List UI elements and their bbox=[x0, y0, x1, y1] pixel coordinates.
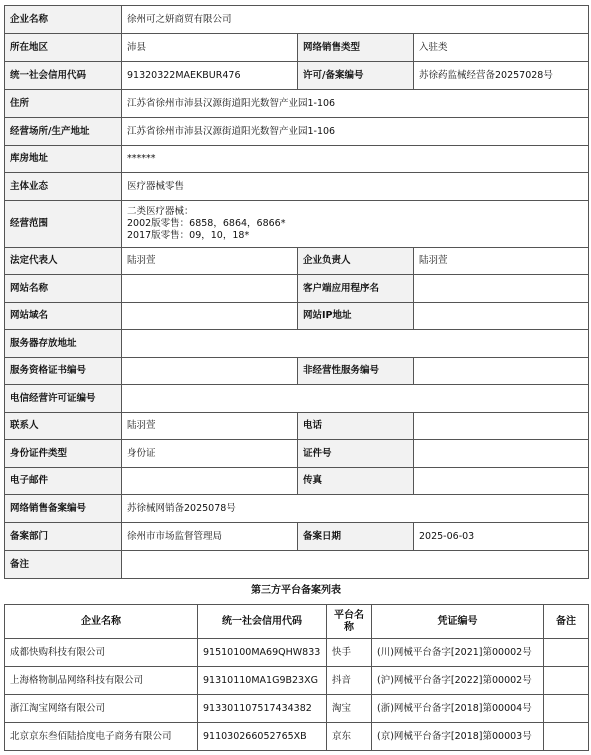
value-noncommercial bbox=[414, 358, 589, 385]
header-credit-code: 统一社会信用代码 bbox=[198, 605, 327, 639]
header-platform bbox=[327, 605, 372, 639]
value-principal: 陆羽萱 bbox=[414, 248, 589, 275]
row-email bbox=[5, 468, 589, 495]
cell-remarks bbox=[544, 667, 589, 695]
cell-credit-code: 911030266052765XB bbox=[198, 723, 327, 751]
value-region: 沛县 bbox=[122, 34, 298, 62]
cell-cert-no: (川)网械平台备字[2021]第00002号 bbox=[372, 639, 544, 667]
label-legal-rep: 法定代表人 bbox=[5, 248, 122, 275]
company-info-table bbox=[4, 5, 589, 579]
row-server bbox=[5, 330, 589, 358]
table-row bbox=[5, 667, 589, 695]
label-warehouse: 库房地址 bbox=[5, 146, 122, 173]
value-id-type: 身份证 bbox=[122, 440, 298, 468]
label-site-name: 网站名称 bbox=[5, 275, 122, 303]
cell-remarks bbox=[544, 723, 589, 751]
label-filing-dept: 备案部门 bbox=[5, 523, 122, 551]
value-server bbox=[122, 330, 589, 358]
header-platform-line: 称 bbox=[344, 621, 354, 633]
label-fax: 传真 bbox=[298, 468, 414, 495]
cell-remarks bbox=[544, 695, 589, 723]
value-legal-rep: 陆羽萱 bbox=[122, 248, 298, 275]
cell-platform: 抖音 bbox=[327, 667, 372, 695]
third-party-table bbox=[4, 604, 589, 751]
label-noncommercial: 非经营性服务编号 bbox=[298, 358, 414, 385]
cell-remarks bbox=[544, 639, 589, 667]
value-license-no: 苏徐药监械经营备20257028号 bbox=[414, 62, 589, 90]
value-phone bbox=[414, 413, 589, 440]
row-contact bbox=[5, 413, 589, 440]
table-row bbox=[5, 723, 589, 751]
scope-line: 2002版零售：6858，6864，6866* bbox=[127, 218, 286, 229]
cell-cert-no: (浙)网械平台备字[2018]第00004号 bbox=[372, 695, 544, 723]
label-business-place: 经营场所/生产地址 bbox=[5, 118, 122, 146]
cell-cert-no: (沪)网械平台备字[2022]第00002号 bbox=[372, 667, 544, 695]
value-credit-code: 91320322MAEKBUR476 bbox=[122, 62, 298, 90]
cell-platform: 快手 bbox=[327, 639, 372, 667]
value-service-cert bbox=[122, 358, 298, 385]
cell-company: 上海格物制品网络科技有限公司 bbox=[5, 667, 198, 695]
row-warehouse bbox=[5, 146, 589, 173]
value-residence: 江苏省徐州市沛县汉源街道阳光数智产业园1-106 bbox=[122, 90, 589, 118]
value-fax bbox=[414, 468, 589, 495]
label-email: 电子邮件 bbox=[5, 468, 122, 495]
label-credit-code: 统一社会信用代码 bbox=[5, 62, 122, 90]
row-scope bbox=[5, 201, 589, 248]
label-contact: 联系人 bbox=[5, 413, 122, 440]
row-legal-rep bbox=[5, 248, 589, 275]
row-region bbox=[5, 34, 589, 62]
label-company-name: 企业名称 bbox=[5, 6, 122, 34]
label-license-no: 许可/备案编号 bbox=[298, 62, 414, 90]
label-domain: 网站域名 bbox=[5, 303, 122, 330]
row-domain bbox=[5, 303, 589, 330]
value-email bbox=[122, 468, 298, 495]
label-service-cert: 服务资格证书编号 bbox=[5, 358, 122, 385]
cell-credit-code: 913301107517434382 bbox=[198, 695, 327, 723]
label-filing-date: 备案日期 bbox=[298, 523, 414, 551]
label-server: 服务器存放地址 bbox=[5, 330, 122, 358]
scope-line: 二类医疗器械： bbox=[127, 206, 194, 217]
cell-company: 北京京东叁佰陆拾度电子商务有限公司 bbox=[5, 723, 198, 751]
header-remarks: 备注 bbox=[544, 605, 589, 639]
cell-cert-no: (京)网械平台备字[2018]第00003号 bbox=[372, 723, 544, 751]
value-scope bbox=[122, 201, 589, 248]
label-telecom: 电信经营许可证编号 bbox=[5, 385, 122, 413]
label-filing-no: 网络销售备案编号 bbox=[5, 495, 122, 523]
header-cert-no: 凭证编号 bbox=[372, 605, 544, 639]
value-id-no bbox=[414, 440, 589, 468]
header-platform-line: 平台名 bbox=[334, 609, 364, 621]
label-principal: 企业负责人 bbox=[298, 248, 414, 275]
row-service-cert bbox=[5, 358, 589, 385]
row-business-place bbox=[5, 118, 589, 146]
table-row bbox=[5, 695, 589, 723]
cell-credit-code: 91310110MA1G9B23XG bbox=[198, 667, 327, 695]
label-id-no: 证件号 bbox=[298, 440, 414, 468]
value-company-name: 徐州可之妍商贸有限公司 bbox=[122, 6, 589, 34]
label-region: 所在地区 bbox=[5, 34, 122, 62]
value-telecom bbox=[122, 385, 589, 413]
cell-platform: 淘宝 bbox=[327, 695, 372, 723]
cell-credit-code: 91510100MA69QHW833 bbox=[198, 639, 327, 667]
label-app-name: 客户端应用程序名 bbox=[298, 275, 414, 303]
label-scope: 经营范围 bbox=[5, 201, 122, 248]
value-filing-date: 2025-06-03 bbox=[414, 523, 589, 551]
row-residence bbox=[5, 90, 589, 118]
value-contact: 陆羽萱 bbox=[122, 413, 298, 440]
row-main-business bbox=[5, 173, 589, 201]
row-filing-no bbox=[5, 495, 589, 523]
value-business-place: 江苏省徐州市沛县汉源街道阳光数智产业园1-106 bbox=[122, 118, 589, 146]
label-ip: 网站IP地址 bbox=[298, 303, 414, 330]
value-app-name bbox=[414, 275, 589, 303]
value-warehouse: ****** bbox=[122, 146, 589, 173]
cell-company: 成都快购科技有限公司 bbox=[5, 639, 198, 667]
label-remarks: 备注 bbox=[5, 551, 122, 579]
row-site-name bbox=[5, 275, 589, 303]
row-credit-code bbox=[5, 62, 589, 90]
header-company: 企业名称 bbox=[5, 605, 198, 639]
value-sales-type: 入驻类 bbox=[414, 34, 589, 62]
scope-line: 2017版零售：09，10，18* bbox=[127, 230, 250, 241]
label-residence: 住所 bbox=[5, 90, 122, 118]
label-phone: 电话 bbox=[298, 413, 414, 440]
value-filing-dept: 徐州市市场监督管理局 bbox=[122, 523, 298, 551]
value-main-business: 医疗器械零售 bbox=[122, 173, 589, 201]
third-party-title: 第三方平台备案列表 bbox=[251, 585, 341, 596]
value-ip bbox=[414, 303, 589, 330]
value-filing-no: 苏徐械网销备2025078号 bbox=[122, 495, 589, 523]
label-id-type: 身份证件类型 bbox=[5, 440, 122, 468]
row-filing-dept bbox=[5, 523, 589, 551]
value-site-name bbox=[122, 275, 298, 303]
row-id-type bbox=[5, 440, 589, 468]
table-row bbox=[5, 639, 589, 667]
value-domain bbox=[122, 303, 298, 330]
cell-company: 浙江淘宝网络有限公司 bbox=[5, 695, 198, 723]
row-telecom bbox=[5, 385, 589, 413]
label-sales-type: 网络销售类型 bbox=[298, 34, 414, 62]
row-company-name bbox=[5, 6, 589, 34]
cell-platform: 京东 bbox=[327, 723, 372, 751]
label-main-business: 主体业态 bbox=[5, 173, 122, 201]
value-remarks bbox=[122, 551, 589, 579]
row-remarks bbox=[5, 551, 589, 579]
third-party-header-row bbox=[5, 605, 589, 639]
